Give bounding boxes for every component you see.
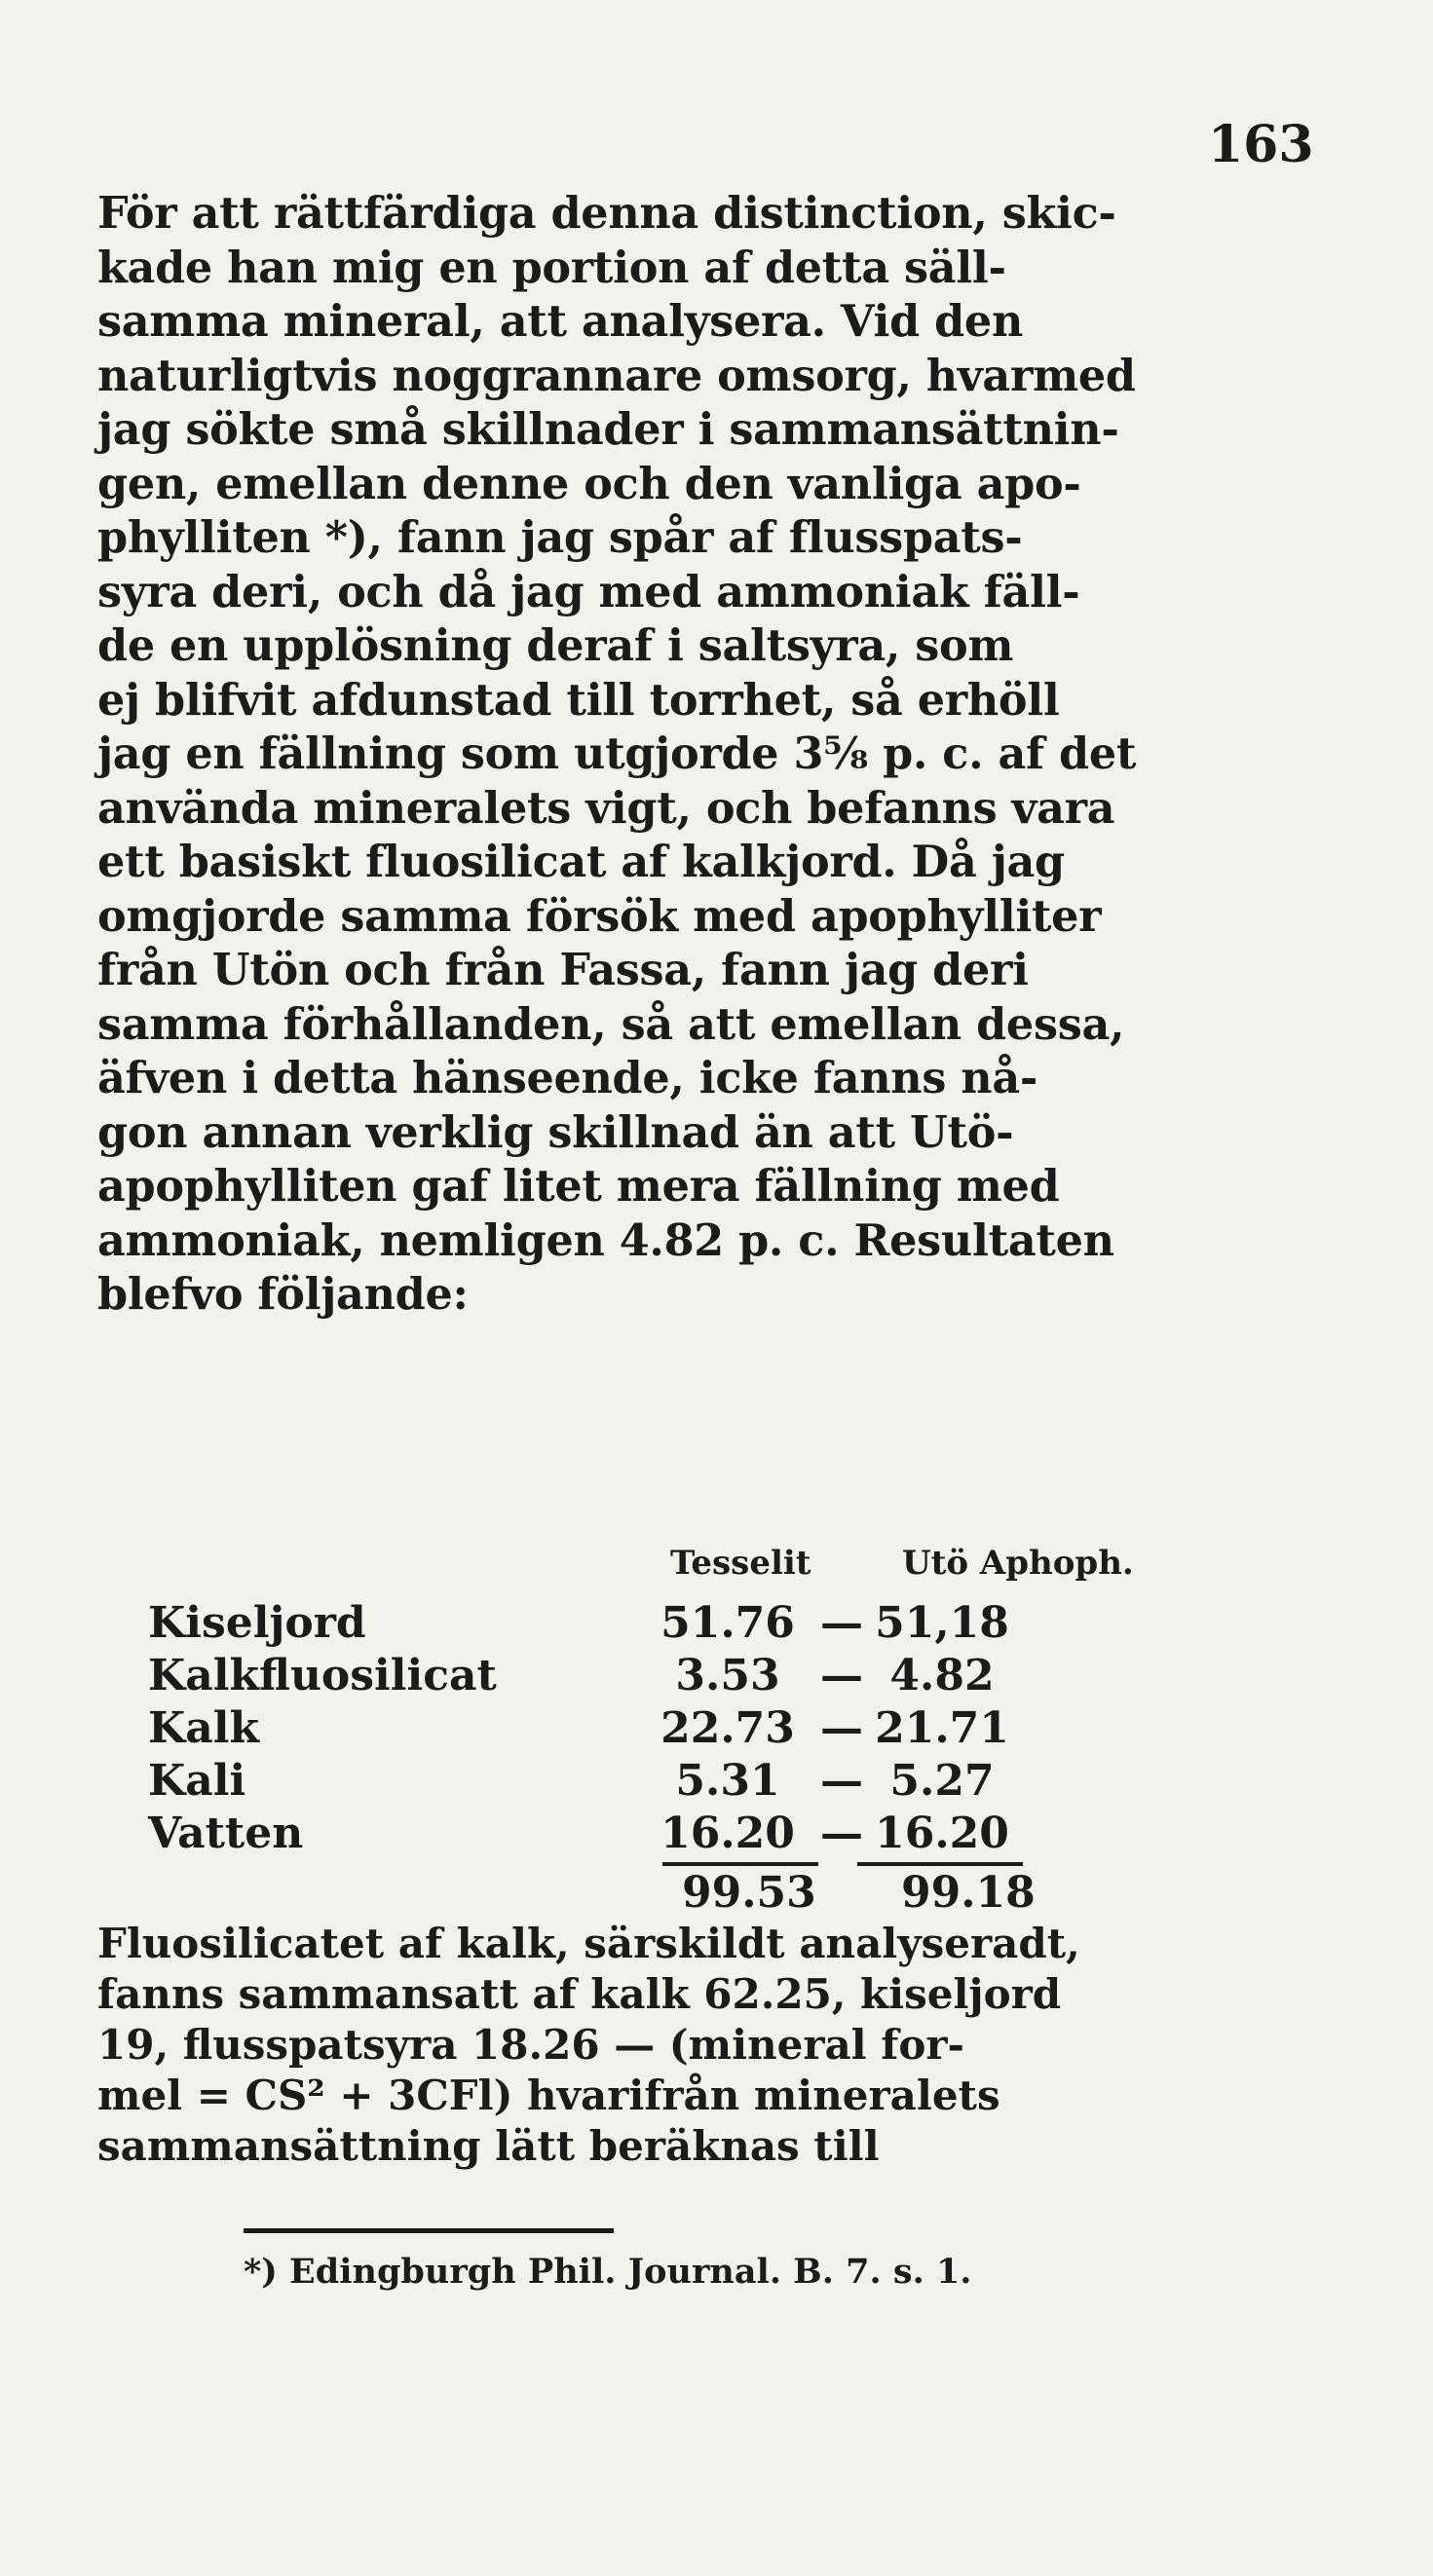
- sum-uto: 99.18: [901, 1868, 1036, 1918]
- text-line: samma förhållanden, så att emellan dessa,: [97, 998, 1125, 1050]
- row-label: Kalkfluosilicat: [148, 1651, 497, 1700]
- row-label: Vatten: [148, 1809, 304, 1858]
- text-line: samma mineral, att analysera. Vid den: [97, 296, 1023, 347]
- text-line: Fluosilicatet af kalk, särskildt analyseradt,: [97, 1920, 1080, 1967]
- analysis-table: [148, 1597, 1122, 1860]
- text-line: apophylliten gaf litet mera fällning med: [97, 1161, 1060, 1212]
- table-row: [148, 1702, 1122, 1755]
- text-line: 19, flusspatsyra 18.26 — (mineral for-: [97, 2021, 964, 2069]
- text-line: gen, emellan denne och den vanliga apo-: [97, 458, 1081, 509]
- table-row: [148, 1808, 1122, 1860]
- table-row: [148, 1597, 1122, 1650]
- dash: —: [820, 1598, 863, 1648]
- text-line: använda mineralets vigt, och befanns vara: [97, 782, 1115, 834]
- tesselit-value: 16.20: [660, 1809, 795, 1858]
- text-line: mel = CS² + 3CFl) hvarifrån mineralets: [97, 2072, 1000, 2119]
- uto-value: 4.82: [889, 1651, 995, 1700]
- text-line: jag en fällning som utgjorde 3⅝ p. c. af det: [97, 728, 1137, 779]
- tesselit-value: 5.31: [675, 1756, 780, 1806]
- text-line: syra deri, och då jag med ammoniak fäll-: [97, 566, 1080, 617]
- table-col1-header: Tesselit: [670, 1544, 811, 1583]
- uto-value: 51,18: [875, 1598, 1009, 1648]
- row-label: Kalk: [148, 1703, 259, 1753]
- row-label: Kiseljord: [148, 1598, 366, 1648]
- text-line: de en upplösning deraf i saltsyra, som: [97, 620, 1014, 671]
- text-line: naturligtvis noggrannare omsorg, hvarmed: [97, 350, 1136, 401]
- row-label: Kali: [148, 1756, 246, 1806]
- text-line: ej blifvit afdunstad till torrhet, så erhöll: [97, 674, 1060, 726]
- after-text: [97, 1919, 1150, 2172]
- text-line: fanns sammansatt af kalk 62.25, kiseljord: [97, 1970, 1062, 2018]
- text-line: ammoniak, nemligen 4.82 p. c. Resultaten: [97, 1214, 1114, 1266]
- dash: —: [820, 1809, 863, 1858]
- footnote-rule: [244, 2228, 614, 2233]
- tesselit-value: 22.73: [660, 1703, 795, 1753]
- text-line: omgjorde samma försök med apophylliter: [97, 890, 1102, 942]
- tesselit-value: 3.53: [675, 1651, 780, 1700]
- sum-rule-uto: [857, 1862, 1023, 1866]
- sum-rule-tesselit: [662, 1862, 818, 1866]
- uto-value: 21.71: [875, 1703, 1009, 1753]
- table-col2-header: Utö Aphoph.: [902, 1544, 1134, 1583]
- tesselit-value: 51.76: [660, 1598, 795, 1648]
- sum-tesselit: 99.53: [682, 1868, 816, 1918]
- page-number: 163: [1208, 115, 1314, 174]
- text-line: ett basiskt fluosilicat af kalkjord. Då jag: [97, 837, 1065, 887]
- text-line: jag sökte små skillnader i sammansättnin-: [97, 404, 1119, 455]
- body-text: [97, 187, 1150, 1323]
- text-line: kade han mig en portion af detta säll-: [97, 242, 1006, 293]
- text-line: från Utön och från Fassa, fann jag deri: [97, 945, 1029, 995]
- dash: —: [820, 1703, 863, 1753]
- dash: —: [820, 1756, 863, 1806]
- text-line: gon annan verklig skillnad än att Utö-: [97, 1106, 1014, 1158]
- text-line: För att rättfärdiga denna distinction, skic-: [97, 188, 1116, 239]
- table-row: [148, 1755, 1122, 1808]
- table-row: [148, 1650, 1122, 1702]
- dash: —: [820, 1651, 863, 1700]
- text-line: sammansättning lätt beräknas till: [97, 2122, 880, 2170]
- uto-value: 5.27: [889, 1756, 995, 1806]
- uto-value: 16.20: [875, 1809, 1009, 1858]
- footnote: *) Edingburgh Phil. Journal. B. 7. s. 1.: [244, 2252, 972, 2292]
- text-line: äfven i detta hänseende, icke fanns nå-: [97, 1053, 1038, 1103]
- text-line: phylliten *), fann jag spår af flusspats-: [97, 512, 1023, 563]
- text-line: blefvo följande:: [97, 1269, 469, 1320]
